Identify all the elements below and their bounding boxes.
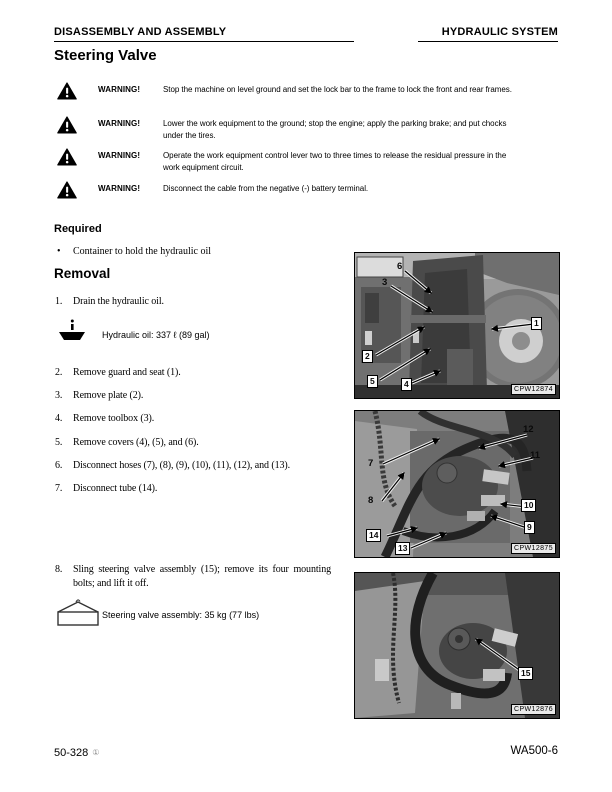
callout-label: 14 — [366, 529, 381, 542]
required-item-text: Container to hold the hydraulic oil — [73, 246, 212, 257]
photo-id-label: CPW12874 — [511, 384, 556, 395]
header-section-title: DISASSEMBLY AND ASSEMBLY — [54, 26, 354, 42]
callout-label: 11 — [530, 450, 541, 461]
required-heading: Required — [54, 223, 102, 235]
removal-heading: Removal — [54, 266, 111, 281]
warning-row — [57, 148, 527, 178]
step-8 — [55, 563, 355, 590]
photo-illustration — [355, 253, 559, 398]
warning-triangle-icon — [57, 82, 77, 100]
callout-label: 1 — [531, 317, 542, 330]
step-text: Disconnect tube (14). — [73, 483, 158, 494]
callout-label: 10 — [521, 499, 536, 512]
callout-label: 4 — [401, 378, 412, 391]
callout-label: 15 — [518, 667, 533, 680]
step-text: Remove guard and seat (1). — [73, 367, 181, 378]
step-3 — [55, 389, 355, 403]
photo-valve-hoses — [354, 410, 560, 558]
footer-model: WA500-6 — [510, 745, 558, 757]
step-number: 5. — [55, 437, 63, 448]
oil-note: Hydraulic oil: 337 ℓ (89 gal) — [102, 330, 210, 340]
step-6 — [55, 459, 355, 473]
step-2 — [55, 366, 355, 380]
page-header — [54, 26, 558, 42]
warning-text: Stop the machine on level ground and set the lock bar to the frame to lock the front and rear frames. — [163, 85, 512, 94]
photo-loader-rear — [354, 252, 560, 399]
photo-id-label: CPW12876 — [511, 704, 556, 715]
photo-illustration — [355, 573, 559, 718]
step-number: 8. — [55, 564, 63, 575]
step-text: Sling steering valve assembly (15); remove its four mounting bolts; and lift it off. — [73, 564, 331, 589]
step-number: 2. — [55, 367, 63, 378]
warning-label: WARNING! — [98, 184, 141, 193]
step-text: Remove toolbox (3). — [73, 413, 155, 424]
callout-label: 7 — [368, 458, 374, 469]
step-5 — [55, 436, 355, 450]
step-number: 7. — [55, 483, 63, 494]
step-text: Disconnect hoses (7), (8), (9), (10), (11), (12), and (13). — [73, 460, 290, 471]
step-text: Remove plate (2). — [73, 390, 144, 401]
callout-label: 9 — [524, 521, 535, 534]
callout-label: 2 — [362, 350, 373, 363]
step-number: 4. — [55, 413, 63, 424]
warning-triangle-icon — [57, 148, 77, 166]
photo-steering-valve — [354, 572, 560, 719]
sling-lift-icon — [55, 597, 101, 632]
step-1 — [55, 295, 355, 309]
oil-drain-icon — [57, 318, 87, 347]
warning-text: Operate the work equipment control lever two to three times to release the residual pressure in the work equipment circuit. — [163, 151, 507, 172]
bullet-marker: • — [57, 246, 61, 257]
callout-label: 12 — [523, 424, 534, 435]
step-number: 6. — [55, 460, 63, 471]
callout-label: 6 — [397, 261, 403, 272]
step-number: 3. — [55, 390, 63, 401]
step-text: Remove covers (4), (5), and (6). — [73, 437, 199, 448]
page-number: 50-328 — [54, 747, 89, 759]
required-item — [57, 245, 347, 258]
warning-label: WARNING! — [98, 85, 141, 94]
step-7 — [55, 482, 355, 496]
warning-row — [57, 82, 527, 112]
callout-label: 13 — [395, 542, 410, 555]
warning-triangle-icon — [57, 181, 77, 199]
warning-label: WARNING! — [98, 151, 141, 160]
warning-text: Lower the work equipment to the ground; stop the engine; apply the parking brake; and put chocks under the tires. — [163, 119, 507, 140]
step-number: 1. — [55, 296, 63, 307]
page-title: Steering Valve — [54, 47, 157, 64]
revision-mark: ① — [92, 748, 100, 757]
header-system-title: HYDRAULIC SYSTEM — [418, 26, 558, 42]
warning-row — [57, 181, 527, 203]
step-4 — [55, 412, 355, 426]
callout-label: 3 — [382, 277, 388, 288]
callout-label: 5 — [367, 375, 378, 388]
sling-note: Steering valve assembly: 35 kg (77 lbs) — [102, 610, 260, 620]
step-text: Drain the hydraulic oil. — [73, 296, 164, 307]
callout-label: 8 — [368, 495, 374, 506]
warning-text: Disconnect the cable from the negative (-) battery terminal. — [163, 184, 369, 193]
warning-triangle-icon — [57, 116, 77, 134]
footer-page-number — [54, 746, 99, 760]
photo-id-label: CPW12875 — [511, 543, 556, 554]
warning-row — [57, 116, 527, 146]
warning-label: WARNING! — [98, 119, 141, 128]
